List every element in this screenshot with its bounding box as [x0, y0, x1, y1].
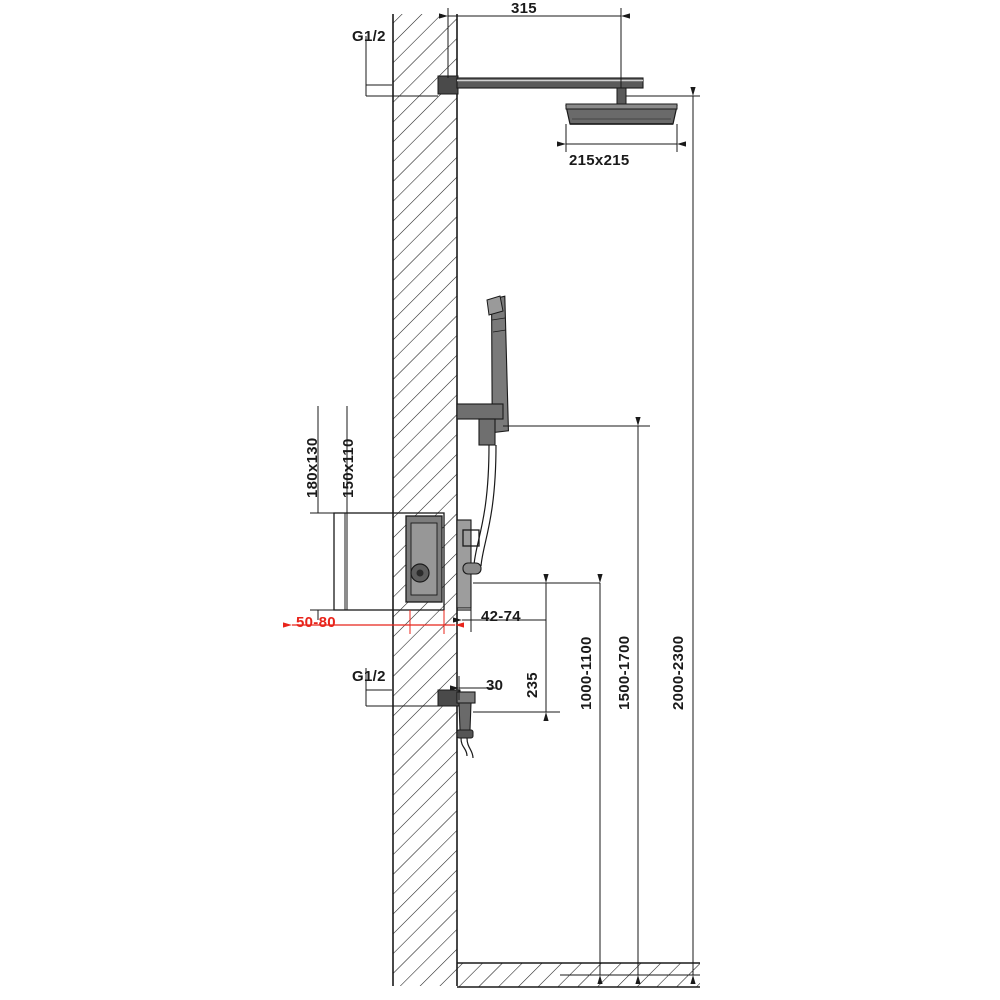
dimension-overall-height — [626, 96, 700, 975]
label-arm-length: 315 — [511, 0, 537, 17]
label-wall-depth: 50-80 — [296, 614, 336, 631]
label-handset-height: 235 — [524, 672, 541, 698]
label-outlet-offset: 30 — [486, 677, 504, 694]
wall-section — [393, 14, 457, 986]
dimension-arm-length — [448, 8, 621, 88]
label-overall-height: 2000-2300 — [670, 635, 687, 710]
shower-arm-and-head — [438, 76, 677, 124]
label-arm-height: 1500-1700 — [616, 635, 633, 710]
dimension-box-inner — [325, 406, 360, 610]
label-inlet-top: G1/2 — [352, 28, 386, 45]
label-box-inner: 150x110 — [340, 438, 357, 498]
concealed-valve-box — [334, 513, 481, 610]
label-box-outer: 180x130 — [304, 437, 321, 498]
label-trim-depth: 42-74 — [481, 608, 521, 625]
dimension-head-size — [566, 124, 677, 152]
label-mixer-height: 1000-1100 — [578, 636, 595, 710]
label-outlet-bottom: G1/2 — [352, 668, 386, 685]
label-head-size: 215x215 — [569, 152, 630, 169]
